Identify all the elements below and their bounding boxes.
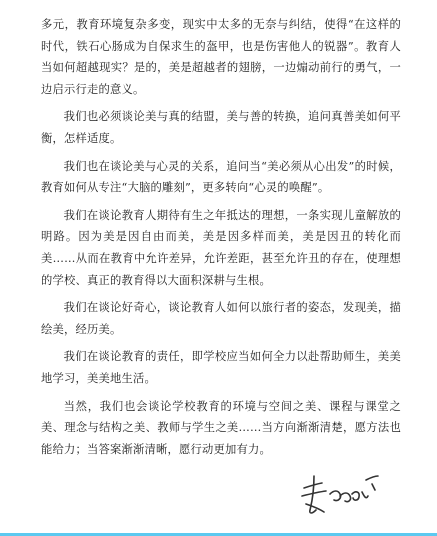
paragraph-1: 多元，教育环境复杂多变，现实中太多的无奈与纠结，使得“在这样的时代，铁石心肠成为自保求生的盔甲，也是伤害他人的锐器”。教育人当如何超越现实？是的，美是超越者的翅膀，一边煽动前行的勇气，一边启示行走的意义。 <box>41 18 401 96</box>
paragraph-5: 我们在谈论好奇心，谈论教育人如何以旅行者的姿态，发现美，描绘美，经历美。 <box>41 301 401 336</box>
paragraph-4: 我们在谈论教育人期待有生之年抵达的理想，一条实现儿童解放的明路。因为美是因自由而美，美是因多样而美，美是因丑的转化而美……从而在教育中允许差异，允许差距，甚至允许丑的存在，使理想的学校、真正的教育得以大面积深耕与生根。 <box>41 208 401 287</box>
handwritten-signature <box>296 470 388 518</box>
paragraph-2: 我们也必须谈论美与真的结盟，美与善的转换，追问真善美如何平衡，怎样适度。 <box>41 110 401 145</box>
body-text <box>41 14 401 466</box>
paragraph-3: 我们也在谈论美与心灵的关系，追问当“美必须从心出发”的时候，教育如何从专注“大脑的雕刻”，更多转向“心灵的唤醒”。 <box>41 159 401 195</box>
paragraph-6: 我们在谈论教育的责任，即学校应当如何全力以赴帮助师生，美美地学习，美美地生活。 <box>41 350 401 385</box>
paragraph-7: 当然，我们也会谈论学校教育的环境与空间之美、课程与课堂之美、理念与结构之美、教师与学生之美……当方向渐渐清楚，愿方法也能给力；当答案渐渐清晰，愿行动更加有力。 <box>41 399 401 456</box>
